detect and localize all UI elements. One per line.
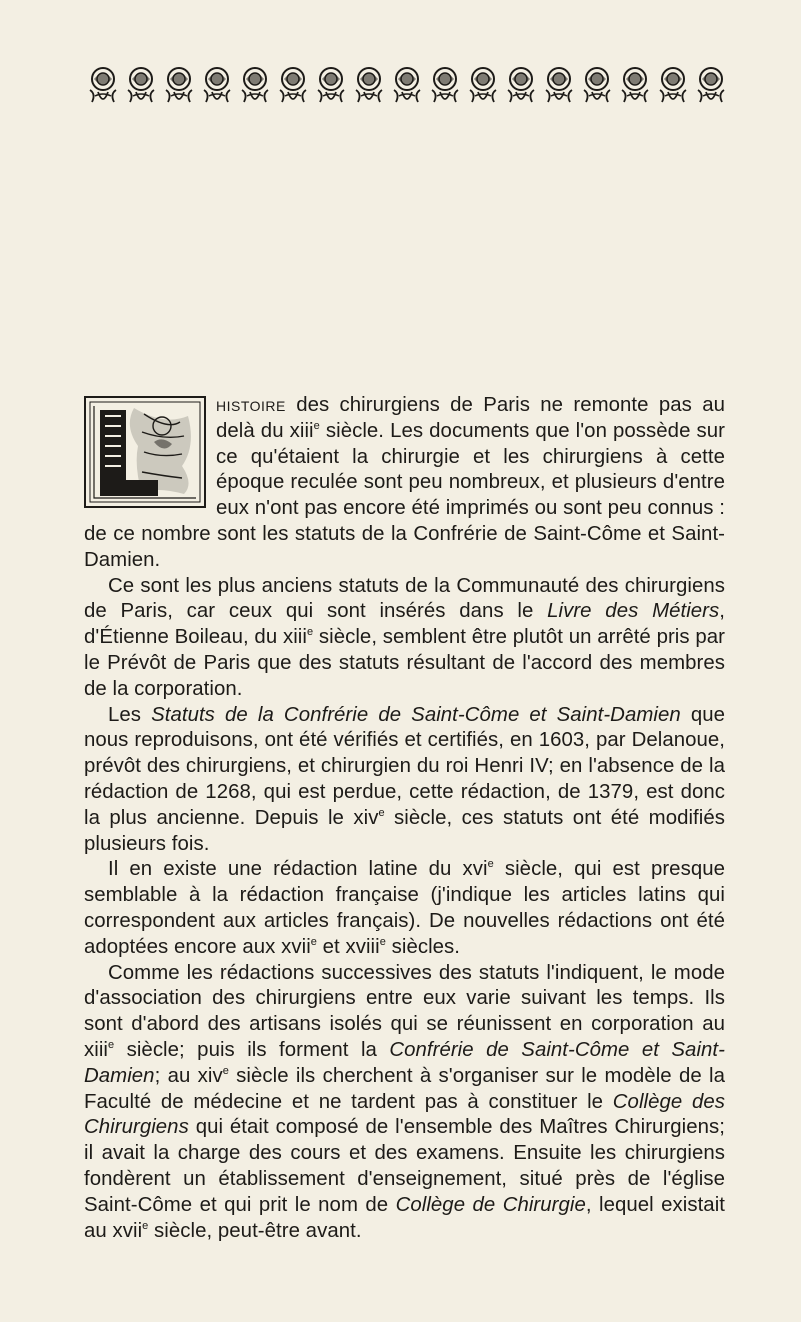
title-confrerie: Confrérie de Saint-Côme et Saint-Damien bbox=[84, 1038, 725, 1087]
dropcap-L bbox=[84, 396, 206, 508]
title-livre-des-metiers: Livre des Métiers bbox=[547, 600, 720, 623]
dropcap-L-icon bbox=[84, 396, 206, 508]
paragraph-2: Ce sont les plus anciens statuts de la Communauté des chirurgiens de Paris, car ceux qui sont insérés dans le Livre des Métiers, d'Étienne Boileau, du xiii$^e$ siècle, semblent être plutôt un arrêté pris par le Prévôt de Paris que des statuts résultant de l'accord des membres de la corporation. bbox=[84, 574, 726, 700]
article-text bbox=[84, 393, 725, 1244]
paragraph-5: Comme les rédactions successives des statuts l'indiquent, le mode d'association des chirurgiens entre eux varie suivant les temps. Ils sont d'abord des artisans isolés qui se réunissent en corporation au xiii$^e$ siècle; puis ils forment la Confrérie de Saint-Côme et Saint-Damien; au xiv$^e$ siècle ils cherchent à s'organiser sur le modèle de la Faculté de médecine et ne tardent pas à constituer le Collège des Chirurgiens qui était composé de l'ensemble des Maîtres Chirurgiens; il avait la charge des cours et des examens. Ensuite les chirurgiens fondèrent un établissement d'enseignement, situé près de l'église Saint-Côme et qui prit le nom de Collège de Chirurgie, lequel existait au xvii$^e$ siècle, peut-être avant. bbox=[84, 961, 725, 1242]
paragraph-1: histoire des chirurgiens de Paris ne remonte pas au delà du xiii$^e$ siècle. Les documents que l'on possède sur ce qu'étaient la chirurgie et les chirurgiens à cette époque reculée sont peu nombreux, et plusieurs d'entre eux n'ont pas encore été imprimés ou sont peu connus : de ce nombre sont les statuts de la Confrérie de Saint-Côme et Saint-Damien. bbox=[84, 394, 725, 571]
title-statuts: Statuts de la Confrérie de Saint-Côme et Saint-Damien bbox=[151, 703, 681, 726]
opening-word: histoire bbox=[216, 394, 286, 416]
ornamental-border-band bbox=[84, 66, 730, 106]
paragraph-4: Il en existe une rédaction latine du xvi$^e$ siècle, qui est presque semblable à la rédaction française (j'indique les articles latins qui correspondent aux articles français). De nouvelles rédactions ont été adoptées encore aux xvii$^e$ et xviii$^e$ siècles. bbox=[84, 858, 725, 958]
title-college-de-chirurgie: Collège de Chirurgie bbox=[395, 1193, 586, 1216]
title-college-des-chirurgiens: Collège des Chirurgiens bbox=[84, 1090, 725, 1139]
ornament-pattern-icon bbox=[84, 66, 730, 106]
paragraph-3: Les Statuts de la Confrérie de Saint-Côme et Saint-Damien que nous reproduisons, ont été vérifiés et certifiés, en 1603, par Delanoue, prévôt des chirurgiens, et chirurgien du roi Henri IV; en l'absence de la rédaction de 1268, qui est perdue, cette rédaction, de 1379, est donc la plus ancienne. Depuis le xiv$^e$ siècle, ces statuts ont été modifiés plusieurs fois. bbox=[84, 703, 725, 855]
